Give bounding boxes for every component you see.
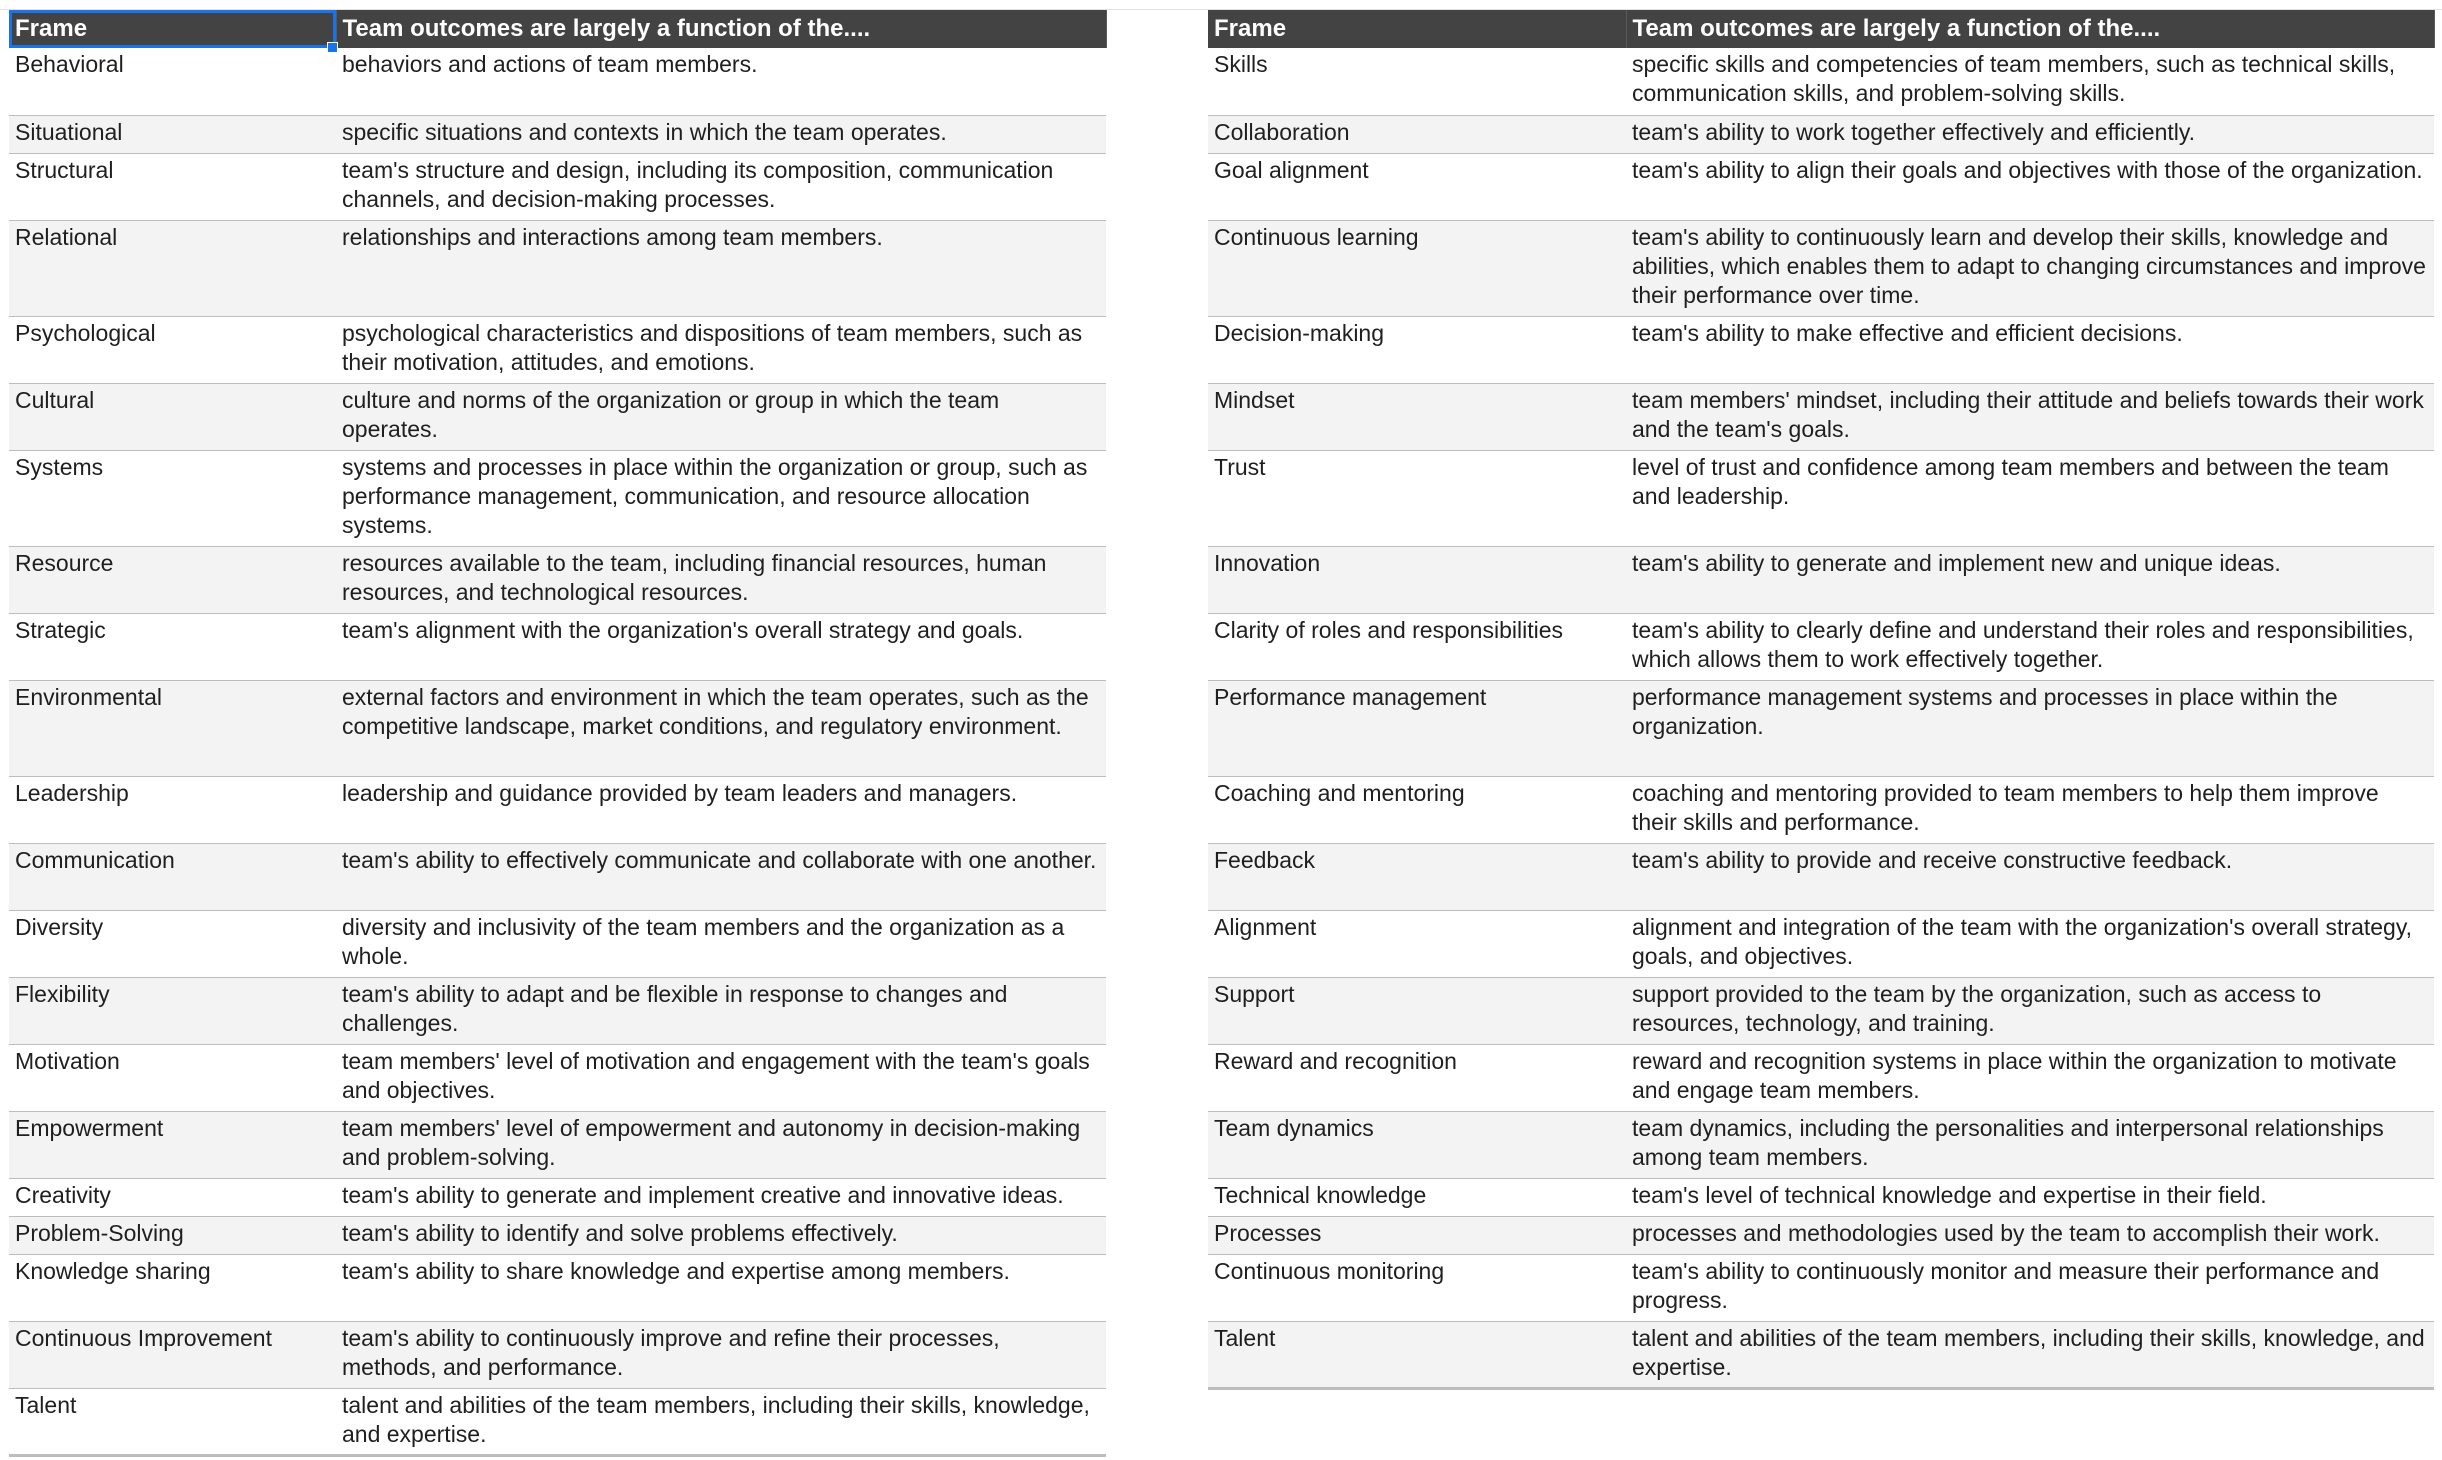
frame-cell[interactable]: Psychological — [9, 316, 336, 383]
outcome-cell[interactable]: coaching and mentoring provided to team members to help them improve their skills and performance. — [1626, 776, 2434, 843]
table-row — [1208, 1254, 2434, 1321]
frame-cell[interactable]: Creativity — [9, 1178, 336, 1216]
outcome-cell[interactable]: reward and recognition systems in place within the organization to motivate and engage team members. — [1626, 1044, 2434, 1111]
frame-cell[interactable]: Continuous Improvement — [9, 1321, 336, 1388]
table-row — [9, 153, 1106, 220]
table-row — [9, 1111, 1106, 1178]
outcome-cell[interactable]: level of trust and confidence among team members and between the team and leadership. — [1626, 450, 2434, 546]
outcome-cell[interactable]: team members' level of empowerment and autonomy in decision-making and problem-solving. — [336, 1111, 1106, 1178]
outcome-cell[interactable]: relationships and interactions among team members. — [336, 220, 1106, 316]
table-row — [1208, 1111, 2434, 1178]
table-row — [9, 977, 1106, 1044]
table-row — [1208, 613, 2434, 680]
table-row — [1208, 115, 2434, 153]
frame-cell[interactable]: Performance management — [1208, 680, 1626, 776]
outcome-cell[interactable]: team's ability to share knowledge and expertise among members. — [336, 1254, 1106, 1321]
table-row — [9, 1216, 1106, 1254]
frame-cell[interactable]: Cultural — [9, 383, 336, 450]
table-row — [1208, 450, 2434, 546]
outcome-cell[interactable]: specific situations and contexts in which the team operates. — [336, 115, 1106, 153]
frame-cell[interactable]: Decision-making — [1208, 316, 1626, 383]
header-frame-cell[interactable]: Frame — [1208, 10, 1626, 48]
outcome-cell[interactable]: systems and processes in place within the organization or group, such as performance management, communication, and resource allocation systems. — [336, 450, 1106, 546]
table-row — [1208, 843, 2434, 910]
outcome-cell[interactable]: team's ability to align their goals and objectives with those of the organization. — [1626, 153, 2434, 220]
frame-cell[interactable]: Support — [1208, 977, 1626, 1044]
outcome-cell[interactable]: culture and norms of the organization or group in which the team operates. — [336, 383, 1106, 450]
outcome-cell[interactable]: team's ability to continuously monitor and measure their performance and progress. — [1626, 1254, 2434, 1321]
frame-cell[interactable]: Technical knowledge — [1208, 1178, 1626, 1216]
table-row — [1208, 977, 2434, 1044]
outcome-cell[interactable]: diversity and inclusivity of the team members and the organization as a whole. — [336, 910, 1106, 977]
outcome-cell[interactable]: team's ability to work together effectively and efficiently. — [1626, 115, 2434, 153]
table-row — [9, 115, 1106, 153]
outcome-cell[interactable]: team's ability to identify and solve problems effectively. — [336, 1216, 1106, 1254]
outcome-cell[interactable]: team's ability to provide and receive constructive feedback. — [1626, 843, 2434, 910]
frame-cell[interactable]: Systems — [9, 450, 336, 546]
outcome-cell[interactable]: external factors and environment in which the team operates, such as the competitive landscape, market conditions, and regulatory environment. — [336, 680, 1106, 776]
outcome-cell[interactable]: team members' mindset, including their attitude and beliefs towards their work and the team's goals. — [1626, 383, 2434, 450]
table-row — [1208, 316, 2434, 383]
table-row — [1208, 680, 2434, 776]
table-row — [9, 1321, 1106, 1388]
outcome-cell[interactable]: specific skills and competencies of team members, such as technical skills, communication skills, and problem-solving skills. — [1626, 48, 2434, 115]
frame-cell[interactable]: Behavioral — [9, 48, 336, 115]
frame-cell[interactable]: Structural — [9, 153, 336, 220]
frame-cell[interactable]: Problem-Solving — [9, 1216, 336, 1254]
outcome-cell[interactable]: leadership and guidance provided by team leaders and managers. — [336, 776, 1106, 843]
table-row — [1208, 776, 2434, 843]
table-row — [9, 1178, 1106, 1216]
frame-cell[interactable]: Relational — [9, 220, 336, 316]
outcome-cell[interactable]: team's ability to continuously improve and refine their processes, methods, and performance. — [336, 1321, 1106, 1388]
outcome-cell[interactable]: team dynamics, including the personalities and interpersonal relationships among team members. — [1626, 1111, 2434, 1178]
selection-fill-handle[interactable] — [327, 42, 338, 53]
header-outcome-cell[interactable]: Team outcomes are largely a function of the.... — [1626, 10, 2434, 48]
frame-cell[interactable]: Flexibility — [9, 977, 336, 1044]
header-outcome-cell[interactable]: Team outcomes are largely a function of the.... — [336, 10, 1106, 48]
table-row — [9, 316, 1106, 383]
outcome-cell[interactable]: psychological characteristics and dispositions of team members, such as their motivation, attitudes, and emotions. — [336, 316, 1106, 383]
frame-cell[interactable]: Trust — [1208, 450, 1626, 546]
frame-cell[interactable]: Communication — [9, 843, 336, 910]
sheet-top-border — [0, 0, 2442, 10]
outcome-cell[interactable]: team's ability to generate and implement new and unique ideas. — [1626, 546, 2434, 613]
header-frame-cell[interactable]: Frame — [9, 10, 336, 48]
frame-cell[interactable]: Reward and recognition — [1208, 1044, 1626, 1111]
frame-cell[interactable]: Environmental — [9, 680, 336, 776]
frame-cell[interactable]: Mindset — [1208, 383, 1626, 450]
frame-cell[interactable]: Knowledge sharing — [9, 1254, 336, 1321]
frame-cell[interactable]: Processes — [1208, 1216, 1626, 1254]
right-frames-table — [1208, 10, 2435, 1390]
outcome-cell[interactable]: team's ability to generate and implement creative and innovative ideas. — [336, 1178, 1106, 1216]
frame-cell[interactable]: Innovation — [1208, 546, 1626, 613]
outcome-cell[interactable]: team's structure and design, including its composition, communication channels, and decision-making processes. — [336, 153, 1106, 220]
outcome-cell[interactable]: team members' level of motivation and engagement with the team's goals and objectives. — [336, 1044, 1106, 1111]
outcome-cell[interactable]: behaviors and actions of team members. — [336, 48, 1106, 115]
table-row — [9, 843, 1106, 910]
outcome-cell[interactable]: resources available to the team, including financial resources, human resources, and technological resources. — [336, 546, 1106, 613]
frame-cell[interactable]: Talent — [1208, 1321, 1626, 1388]
table-row — [9, 546, 1106, 613]
frame-cell[interactable]: Talent — [9, 1388, 336, 1455]
frame-cell[interactable]: Leadership — [9, 776, 336, 843]
outcome-cell[interactable]: performance management systems and processes in place within the organization. — [1626, 680, 2434, 776]
table-row — [9, 1388, 1106, 1455]
left-frames-table — [9, 10, 1107, 1457]
outcome-cell[interactable]: team's ability to effectively communicate and collaborate with one another. — [336, 843, 1106, 910]
frame-cell[interactable]: Goal alignment — [1208, 153, 1626, 220]
outcome-cell[interactable]: talent and abilities of the team members, including their skills, knowledge, and expertise. — [336, 1388, 1106, 1455]
frame-cell[interactable]: Team dynamics — [1208, 1111, 1626, 1178]
table-row — [9, 220, 1106, 316]
frame-cell[interactable]: Alignment — [1208, 910, 1626, 977]
table-row — [9, 1044, 1106, 1111]
frame-cell[interactable]: Continuous monitoring — [1208, 1254, 1626, 1321]
outcome-cell[interactable]: team's ability to clearly define and understand their roles and responsibilities, which allows them to work effectively together. — [1626, 613, 2434, 680]
table-row — [9, 48, 1106, 115]
table-row — [9, 680, 1106, 776]
table-row — [1208, 220, 2434, 316]
table-row — [1208, 48, 2434, 115]
outcome-cell[interactable]: support provided to the team by the organization, such as access to resources, technology, and training. — [1626, 977, 2434, 1044]
table-row — [1208, 153, 2434, 220]
table-row — [1208, 1321, 2434, 1388]
frame-cell[interactable]: Situational — [9, 115, 336, 153]
outcome-cell[interactable]: talent and abilities of the team members, including their skills, knowledge, and expertise. — [1626, 1321, 2434, 1388]
frame-cell[interactable]: Diversity — [9, 910, 336, 977]
table-row — [9, 383, 1106, 450]
table-row — [9, 1254, 1106, 1321]
frame-cell[interactable]: Collaboration — [1208, 115, 1626, 153]
frame-cell[interactable]: Motivation — [9, 1044, 336, 1111]
header-row — [9, 10, 1106, 48]
frame-cell[interactable]: Continuous learning — [1208, 220, 1626, 316]
frame-cell[interactable]: Clarity of roles and responsibilities — [1208, 613, 1626, 680]
outcome-cell[interactable]: processes and methodologies used by the team to accomplish their work. — [1626, 1216, 2434, 1254]
outcome-cell[interactable]: team's ability to make effective and efficient decisions. — [1626, 316, 2434, 383]
table-row — [1208, 910, 2434, 977]
table-row — [9, 450, 1106, 546]
table-row — [1208, 1044, 2434, 1111]
header-row — [1208, 10, 2434, 48]
outcome-cell[interactable]: alignment and integration of the team with the organization's overall strategy, goals, and objectives. — [1626, 910, 2434, 977]
outcome-cell[interactable]: team's ability to continuously learn and develop their skills, knowledge and abilities, which enables them to adapt to changing circumstances and improve their performance over time. — [1626, 220, 2434, 316]
table-row — [1208, 383, 2434, 450]
frame-cell[interactable]: Coaching and mentoring — [1208, 776, 1626, 843]
frame-cell[interactable]: Resource — [9, 546, 336, 613]
frame-cell[interactable]: Empowerment — [9, 1111, 336, 1178]
frame-cell[interactable]: Strategic — [9, 613, 336, 680]
frame-cell[interactable]: Feedback — [1208, 843, 1626, 910]
table-row — [1208, 1178, 2434, 1216]
outcome-cell[interactable]: team's alignment with the organization's overall strategy and goals. — [336, 613, 1106, 680]
outcome-cell[interactable]: team's ability to adapt and be flexible in response to changes and challenges. — [336, 977, 1106, 1044]
table-row — [1208, 1216, 2434, 1254]
outcome-cell[interactable]: team's level of technical knowledge and expertise in their field. — [1626, 1178, 2434, 1216]
frame-cell[interactable]: Skills — [1208, 48, 1626, 115]
table-row — [9, 613, 1106, 680]
table-row — [9, 910, 1106, 977]
table-row — [9, 776, 1106, 843]
table-row — [1208, 546, 2434, 613]
